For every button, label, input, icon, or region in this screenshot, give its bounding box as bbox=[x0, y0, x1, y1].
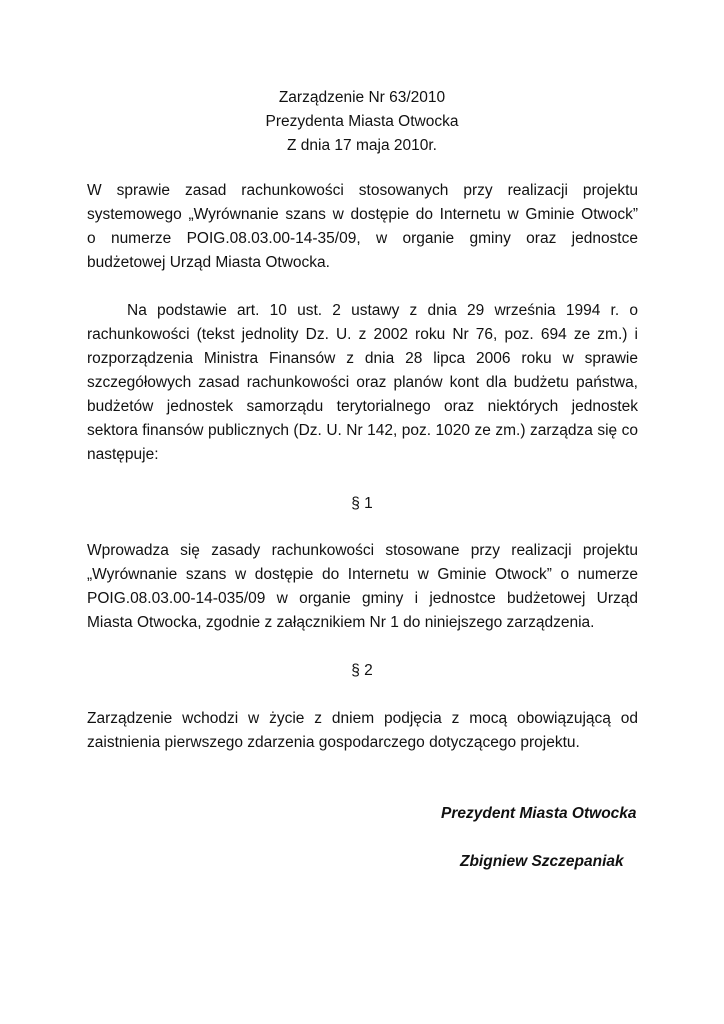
signatory-title: Prezydent Miasta Otwocka bbox=[441, 805, 637, 822]
section-1-line: Wprowadza się zasady rachunkowości stosowane przy realizacji projektu bbox=[87, 542, 638, 559]
legal-basis-line: sektora finansów publicznych (Dz. U. Nr 142, poz. 1020 ze zm.) zarządza się co bbox=[87, 422, 638, 439]
section-1-paragraph bbox=[87, 539, 638, 635]
subject-line: W sprawie zasad rachunkowości stosowanych przy realizacji projektu bbox=[87, 182, 638, 199]
section-2-paragraph bbox=[87, 707, 638, 755]
document-header bbox=[0, 86, 724, 158]
legal-basis-line: rachunkowości (tekst jednolity Dz. U. z 2002 roku Nr 76, poz. 694 ze zm.) i bbox=[87, 326, 638, 343]
subject-line: budżetowej Urząd Miasta Otwocka. bbox=[87, 254, 330, 271]
section-1-line: Miasta Otwocka, zgodnie z załącznikiem Nr 1 do niniejszego zarządzenia. bbox=[87, 614, 595, 631]
legal-basis-paragraph bbox=[87, 299, 638, 467]
section-2-line: zaistnienia pierwszego zdarzenia gospodarczego dotyczącego projektu. bbox=[87, 734, 580, 751]
ordinance-number: Zarządzenie Nr 63/2010 bbox=[278, 89, 446, 106]
subject-line: systemowego „Wyrównanie szans w dostępie do Internetu w Gminie Otwock” bbox=[87, 206, 638, 223]
legal-basis-line: rozporządzenia Ministra Finansów z dnia 28 lipca 2006 roku w sprawie bbox=[87, 350, 638, 367]
issuer: Prezydenta Miasta Otwocka bbox=[265, 113, 459, 130]
legal-basis-line: budżetów jednostek samorządu terytorialnego oraz niektórych jednostek bbox=[87, 398, 638, 415]
signatory-name: Zbigniew Szczepaniak bbox=[460, 853, 624, 870]
section-2-line: Zarządzenie wchodzi w życie z dniem podjęcia z mocą obowiązującą od bbox=[87, 710, 638, 727]
legal-basis-line: Na podstawie art. 10 ust. 2 ustawy z dnia 29 września 1994 r. o bbox=[127, 302, 638, 319]
issue-date: Z dnia 17 maja 2010r. bbox=[287, 137, 437, 154]
section-2-heading: § 2 bbox=[351, 662, 373, 679]
section-1-line: „Wyrównanie szans w dostępie do Internetu w Gminie Otwock” o numerze bbox=[87, 566, 638, 583]
subject-line: o numerze POIG.08.03.00-14-35/09, w organie gminy oraz jednostce bbox=[87, 230, 638, 247]
section-1-line: POIG.08.03.00-14-035/09 w organie gminy i jednostce budżetowej Urząd bbox=[87, 590, 638, 607]
section-1-heading: § 1 bbox=[351, 495, 373, 512]
legal-basis-line: szczegółowych zasad rachunkowości oraz planów kont dla budżetu państwa, bbox=[87, 374, 638, 391]
legal-basis-line: następuje: bbox=[87, 446, 159, 463]
subject-paragraph bbox=[87, 179, 638, 275]
